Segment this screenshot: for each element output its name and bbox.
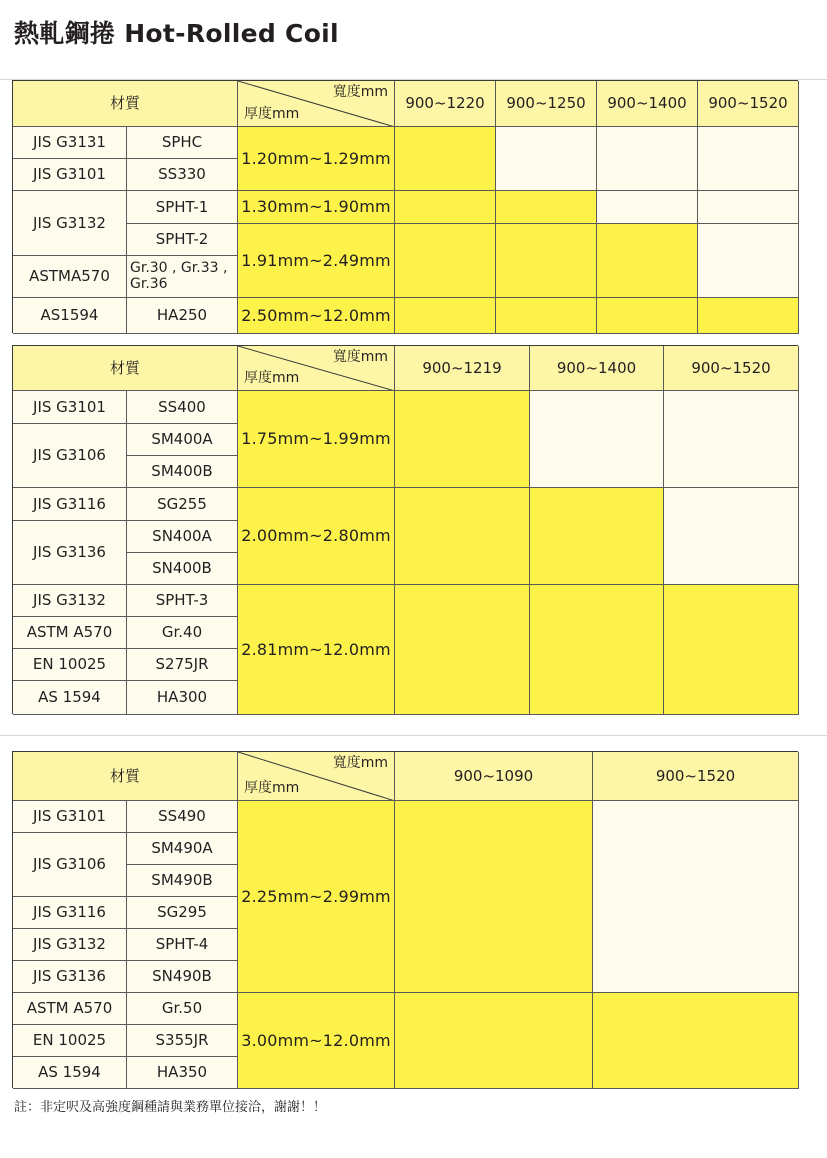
availability-cell-unavailable bbox=[698, 191, 799, 224]
availability-cell-unavailable bbox=[597, 127, 698, 191]
standard-cell: JIS G3136 bbox=[13, 521, 127, 585]
availability-cell-available bbox=[664, 585, 799, 715]
width-column-header: 900~1520 bbox=[698, 81, 799, 127]
grade-cell: Gr.30 , Gr.33 , Gr.36 bbox=[127, 256, 238, 298]
width-column-header: 900~1400 bbox=[530, 346, 664, 391]
availability-cell-available bbox=[597, 224, 698, 298]
table-hot-rolled-1 bbox=[12, 80, 798, 333]
availability-cell-unavailable bbox=[530, 391, 664, 488]
thickness-header-label: 厚度mm bbox=[244, 369, 300, 386]
standard-cell: EN 10025 bbox=[13, 1025, 127, 1057]
footnote: 註：非定呎及高強度鋼種請與業務單位接洽，謝謝！！ bbox=[14, 1100, 327, 1115]
grade-cell: Gr.40 bbox=[127, 617, 238, 649]
thickness-range-cell: 2.50mm~12.0mm bbox=[238, 298, 395, 334]
grade-cell: SPHT-2 bbox=[127, 224, 238, 256]
grade-cell: SS400 bbox=[127, 391, 238, 424]
availability-cell-unavailable bbox=[698, 224, 799, 298]
availability-cell-available bbox=[395, 585, 530, 715]
standard-cell: JIS G3101 bbox=[13, 391, 127, 424]
thickness-range-cell: 1.75mm~1.99mm bbox=[238, 391, 395, 488]
thickness-header-label: 厚度mm bbox=[244, 779, 300, 796]
availability-cell-unavailable bbox=[597, 191, 698, 224]
availability-cell-available bbox=[530, 585, 664, 715]
width-thickness-header bbox=[238, 81, 395, 127]
grade-cell: SG255 bbox=[127, 488, 238, 521]
standard-cell: JIS G3101 bbox=[13, 159, 127, 191]
standard-cell: ASTM A570 bbox=[13, 617, 127, 649]
width-column-header: 900~1400 bbox=[597, 81, 698, 127]
availability-cell-available bbox=[593, 993, 799, 1089]
grade-cell: SPHT-1 bbox=[127, 191, 238, 224]
standard-cell: AS 1594 bbox=[13, 1057, 127, 1089]
table-hot-rolled-3 bbox=[12, 751, 798, 1088]
availability-cell-available bbox=[395, 224, 496, 298]
width-column-header: 900~1520 bbox=[664, 346, 799, 391]
grade-cell: SM490A bbox=[127, 833, 238, 865]
standard-cell: JIS G3106 bbox=[13, 833, 127, 897]
grade-cell: SS490 bbox=[127, 801, 238, 833]
availability-cell-available bbox=[395, 191, 496, 224]
standard-cell: JIS G3106 bbox=[13, 424, 127, 488]
grade-cell: SPHT-3 bbox=[127, 585, 238, 617]
availability-cell-available bbox=[496, 191, 597, 224]
grade-cell: SS330 bbox=[127, 159, 238, 191]
width-thickness-header bbox=[238, 346, 395, 391]
availability-cell-available bbox=[395, 993, 593, 1089]
availability-cell-available bbox=[395, 488, 530, 585]
standard-cell: JIS G3116 bbox=[13, 488, 127, 521]
standard-cell: JIS G3132 bbox=[13, 191, 127, 256]
thickness-header-label: 厚度mm bbox=[244, 105, 300, 122]
thickness-range-cell: 1.91mm~2.49mm bbox=[238, 224, 395, 298]
grade-cell: SN400A bbox=[127, 521, 238, 553]
grade-cell: SM400B bbox=[127, 456, 238, 488]
grade-cell: SPHC bbox=[127, 127, 238, 159]
width-header-label: 寬度mm bbox=[332, 84, 388, 100]
thickness-range-cell: 2.81mm~12.0mm bbox=[238, 585, 395, 715]
availability-cell-unavailable bbox=[593, 801, 799, 993]
standard-cell: JIS G3101 bbox=[13, 801, 127, 833]
availability-cell-unavailable bbox=[698, 127, 799, 191]
thickness-range-cell: 1.20mm~1.29mm bbox=[238, 127, 395, 191]
material-header: 材質 bbox=[13, 752, 238, 801]
standard-cell: ASTMA570 bbox=[13, 256, 127, 298]
availability-cell-unavailable bbox=[496, 127, 597, 191]
grade-cell: SM400A bbox=[127, 424, 238, 456]
availability-cell-available bbox=[698, 298, 799, 334]
thickness-range-cell: 3.00mm~12.0mm bbox=[238, 993, 395, 1089]
width-header-label: 寬度mm bbox=[332, 755, 388, 771]
standard-cell: AS 1594 bbox=[13, 681, 127, 715]
width-column-header: 900~1090 bbox=[395, 752, 593, 801]
standard-cell: JIS G3132 bbox=[13, 585, 127, 617]
availability-cell-available bbox=[496, 224, 597, 298]
standard-cell: JIS G3132 bbox=[13, 929, 127, 961]
availability-cell-unavailable bbox=[664, 488, 799, 585]
material-header: 材質 bbox=[13, 81, 238, 127]
grade-cell: SPHT-4 bbox=[127, 929, 238, 961]
width-column-header: 900~1520 bbox=[593, 752, 799, 801]
grade-cell: HA250 bbox=[127, 298, 238, 334]
grade-cell: HA300 bbox=[127, 681, 238, 715]
grade-cell: S355JR bbox=[127, 1025, 238, 1057]
availability-cell-available bbox=[530, 488, 664, 585]
availability-cell-available bbox=[395, 801, 593, 993]
availability-cell-available bbox=[395, 391, 530, 488]
page-title: 熱軋鋼捲 Hot-Rolled Coil bbox=[14, 19, 339, 48]
standard-cell: JIS G3131 bbox=[13, 127, 127, 159]
grade-cell: SM490B bbox=[127, 865, 238, 897]
standard-cell: JIS G3136 bbox=[13, 961, 127, 993]
grade-cell: SN490B bbox=[127, 961, 238, 993]
thickness-range-cell: 2.00mm~2.80mm bbox=[238, 488, 395, 585]
width-thickness-header bbox=[238, 752, 395, 801]
availability-cell-available bbox=[496, 298, 597, 334]
grade-cell: SN400B bbox=[127, 553, 238, 585]
grade-cell: SG295 bbox=[127, 897, 238, 929]
standard-cell: EN 10025 bbox=[13, 649, 127, 681]
thickness-range-cell: 1.30mm~1.90mm bbox=[238, 191, 395, 224]
standard-cell: AS1594 bbox=[13, 298, 127, 334]
divider bbox=[0, 735, 827, 736]
standard-cell: JIS G3116 bbox=[13, 897, 127, 929]
grade-cell: HA350 bbox=[127, 1057, 238, 1089]
table-hot-rolled-2 bbox=[12, 345, 798, 714]
material-header: 材質 bbox=[13, 346, 238, 391]
availability-cell-available bbox=[597, 298, 698, 334]
availability-cell-available bbox=[395, 298, 496, 334]
availability-cell-unavailable bbox=[664, 391, 799, 488]
thickness-range-cell: 2.25mm~2.99mm bbox=[238, 801, 395, 993]
width-column-header: 900~1219 bbox=[395, 346, 530, 391]
width-header-label: 寬度mm bbox=[332, 349, 388, 365]
grade-cell: Gr.50 bbox=[127, 993, 238, 1025]
width-column-header: 900~1250 bbox=[496, 81, 597, 127]
availability-cell-available bbox=[395, 127, 496, 191]
grade-cell: S275JR bbox=[127, 649, 238, 681]
width-column-header: 900~1220 bbox=[395, 81, 496, 127]
standard-cell: ASTM A570 bbox=[13, 993, 127, 1025]
